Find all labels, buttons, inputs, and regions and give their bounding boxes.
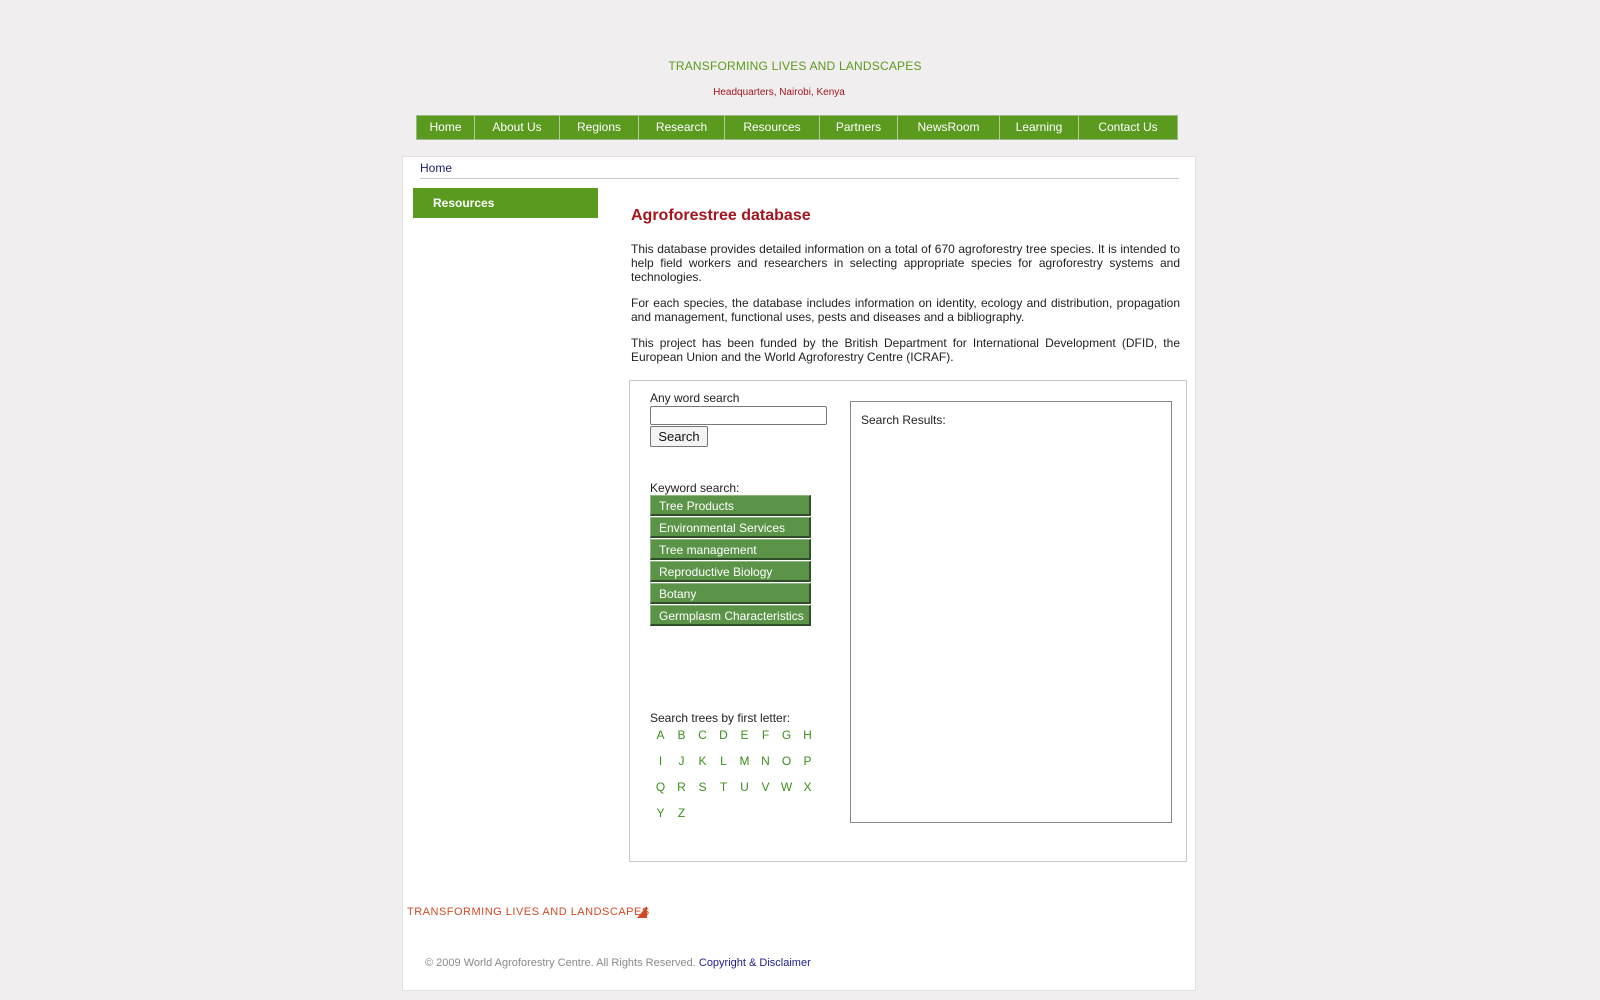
letter-link-v[interactable]: V [761,780,770,794]
keyword-search-label: Keyword search: [650,481,740,495]
footer-logo-text: TRANSFORMING LIVES AND LANDSCAPES [407,906,650,918]
intro-paragraph: This database provides detailed information on a total of 670 agroforestry tree species. It is intended to help field workers and researchers in selecting appropriate species for agroforestry systems and technologies. [631,242,1180,284]
site-tagline: TRANSFORMING LIVES AND LANDSCAPES [668,59,922,73]
letter-link-i[interactable]: I [658,754,663,768]
page-title: Agroforestree database [631,207,811,224]
keyword-botany[interactable]: Botany [650,583,811,604]
keyword-tree-management[interactable]: Tree management [650,539,811,560]
breadcrumb-home[interactable]: Home [420,161,453,175]
keyword-tree-products[interactable]: Tree Products [650,495,811,516]
nav-learning[interactable]: Learning [1015,120,1063,134]
letter-link-d[interactable]: D [719,728,728,742]
letter-link-u[interactable]: U [740,780,749,794]
letter-link-w[interactable]: W [780,780,793,794]
nav-home[interactable]: Home [429,120,462,134]
nav-about-us[interactable]: About Us [492,120,542,134]
letter-link-g[interactable]: G [781,728,792,742]
nav-contact-us[interactable]: Contact Us [1098,120,1158,134]
any-word-search-input[interactable] [650,406,827,425]
nav-regions[interactable]: Regions [576,120,622,134]
copyright-text: © 2009 World Agroforestry Centre. All Rights Reserved. [425,957,696,969]
keyword-environmental-services[interactable]: Environmental Services [650,517,811,538]
search-button[interactable]: Search [650,426,708,447]
letter-link-q[interactable]: Q [655,780,666,794]
letter-link-o[interactable]: O [781,754,792,768]
letter-link-z[interactable]: Z [677,806,686,820]
search-results-label: Search Results: [861,413,946,427]
sidebar-heading-resources[interactable]: Resources [413,188,598,218]
letter-grid [650,728,826,832]
keyword-germplasm-characteristics[interactable]: Germplasm Characteristics [650,605,811,626]
letter-link-r[interactable]: R [677,780,686,794]
copyright-disclaimer-link[interactable]: Copyright & Disclaimer [698,957,811,969]
letter-link-e[interactable]: E [740,728,749,742]
letter-link-j[interactable]: J [678,754,685,768]
letter-link-c[interactable]: C [698,728,707,742]
letter-link-m[interactable]: M [739,754,750,768]
letter-link-b[interactable]: B [677,728,686,742]
letter-link-y[interactable]: Y [656,806,665,820]
letter-link-t[interactable]: T [719,780,728,794]
copyright-notice [425,957,811,969]
letter-link-f[interactable]: F [761,728,770,742]
letter-link-a[interactable]: A [656,728,665,742]
nav-newsroom[interactable]: NewsRoom [917,120,980,134]
any-word-search-label: Any word search [650,391,740,405]
nav-partners[interactable]: Partners [835,120,882,134]
headquarters-location: Headquarters, Nairobi, Kenya [713,87,845,98]
funding-paragraph: This project has been funded by the British Department for International Development (DFID, the European Union and the World Agroforestry Centre (ICRAF). [631,336,1180,364]
nav-resources[interactable]: Resources [743,120,801,134]
search-results-box [850,401,1172,823]
letter-search-label: Search trees by first letter: [650,711,791,725]
nav-research[interactable]: Research [655,120,708,134]
letter-link-s[interactable]: S [698,780,707,794]
footer-logo-triangle-icon [637,906,647,918]
breadcrumb-divider [420,178,1179,179]
letter-link-n[interactable]: N [761,754,770,768]
letter-link-l[interactable]: L [720,754,727,768]
main-navigation [416,115,1178,140]
letter-link-p[interactable]: P [803,754,812,768]
letter-link-k[interactable]: K [698,754,707,768]
letter-link-h[interactable]: H [803,728,812,742]
letter-link-x[interactable]: X [803,780,812,794]
keyword-reproductive-biology[interactable]: Reproductive Biology [650,561,811,582]
content-paragraph: For each species, the database includes information on identity, ecology and distribution, propagation and management, functional uses, pests and diseases and a bibliography. [631,296,1180,324]
